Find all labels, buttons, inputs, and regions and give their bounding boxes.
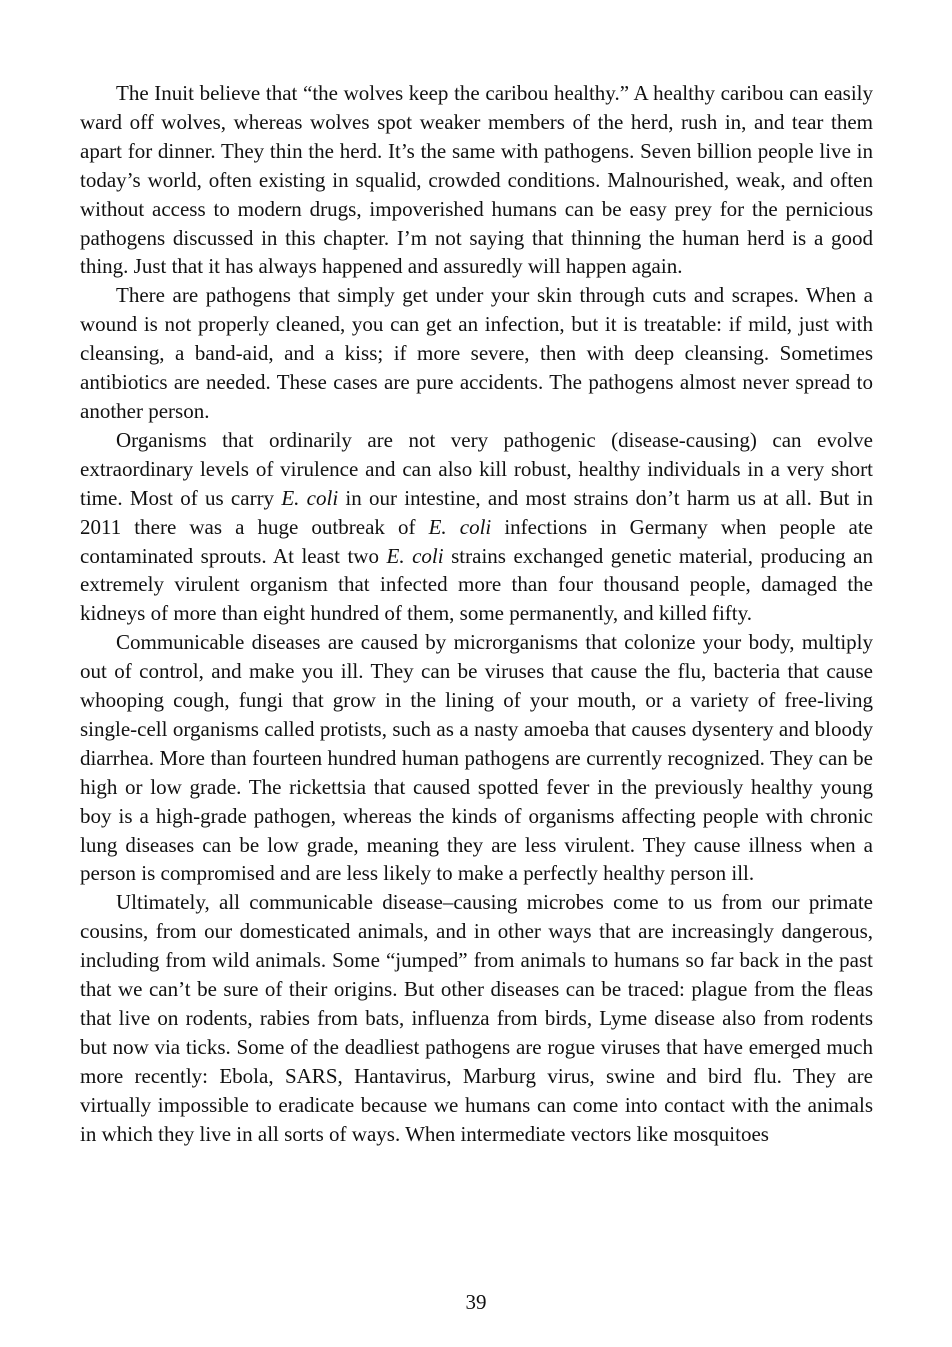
paragraph-text: The Inuit believe that “the wolves keep the caribou healthy.” A healthy caribou can easily ward off wolves, whereas wolves spot weaker members of the herd, rush in, and tear them apart for dinner. They thin the herd. It’s the same with pathogens. Seven billion people live in today’s world, often existing in squalid, crowded conditions. Malnourished, weak, and often without access to modern drugs, impoverished humans can be easy prey for the pernicious pathogens discussed in this chapter. I’m not saying that thinning the human herd is a good thing. Just that it has always happened and assuredly will happen again.: [80, 81, 873, 279]
page-body: [80, 79, 873, 1149]
paragraph-text: strains exchanged genetic material, producing an extremely virulent organism that infected more than four thousand people, damaged the kidneys of more than eight hundred of them, some permanently, and killed fifty.: [80, 543, 873, 626]
paragraph-zoonotic-origins: [80, 888, 873, 1148]
paragraph-text: There are pathogens that simply get under your skin through cuts and scrapes. When a wound is not properly cleaned, you can get an infection, but it is treatable: if mild, just with cleansing, a band-aid, and a kiss; if more severe, then with deep cleansing. Sometimes antibiotics are needed. These cases are pure accidents. The pathogens almost never spread to another person.: [80, 283, 873, 423]
paragraph-text: infections in Germany when people ate contaminated sprouts. At least two: [80, 514, 874, 568]
page-number: 39: [465, 1290, 487, 1314]
paragraph-communicable-diseases: [80, 628, 873, 888]
paragraph-text: Communicable diseases are caused by microrganisms that colonize your body, multiply out of control, and make you ill. They can be viruses that cause the flu, bacteria that cause whooping cough, fungi that grow in the lining of your mouth, or a variety of free-living single-cell organisms called protists, such as a nasty amoeba that causes dysentery and bloody diarrhea. More than fourteen hundred human pathogens are currently recognized. They can be high or low grade. The rickettsia that caused spotted fever in the previously healthy young boy is a high-grade pathogen, whereas the kinds of organisms affecting people with chronic lung diseases can be low grade, meaning they are less virulent. They cause illness when a person is compromised and are less likely to make a perfectly healthy person ill.: [80, 630, 873, 886]
italic-term: E. coli: [386, 543, 444, 568]
paragraph-ecoli-outbreak: [80, 426, 873, 628]
italic-term: E. coli: [428, 514, 492, 539]
paragraph-wound-pathogens: [80, 281, 873, 426]
italic-term: E. coli: [281, 485, 339, 510]
paragraph-inuit-wolves: [80, 79, 873, 281]
paragraph-text: Organisms that ordinarily are not very pathogenic (disease-causing) can evolve extraordinary levels of virulence and can also kill robust, healthy individuals in a very short time. Most of us carry: [80, 427, 873, 510]
paragraph-text: in our intestine, and most strains don’t harm us at all. But in 2011 there was a huge outbreak of: [80, 485, 874, 539]
paragraph-text: Ultimately, all communicable disease–causing microbes come to us from our primate cousins, from our domesticated animals, and in other ways that are increasingly dangerous, including from wild animals. Some “jumped” from animals to humans so far back in the past that we can’t be sure of their origins. But other diseases can be traced: plague from the fleas that live on rodents, rabies from bats, influenza from birds, Lyme disease also from rodents but now via ticks. Some of the deadliest pathogens are rogue viruses that have emerged much more recently: Ebola, SARS, Hantavirus, Marburg virus, swine and bird flu. They are virtually impossible to eradicate because we humans can come into contact with the animals in which they live in all sorts of ways. When intermediate vectors like mosquitoes: [80, 890, 873, 1146]
